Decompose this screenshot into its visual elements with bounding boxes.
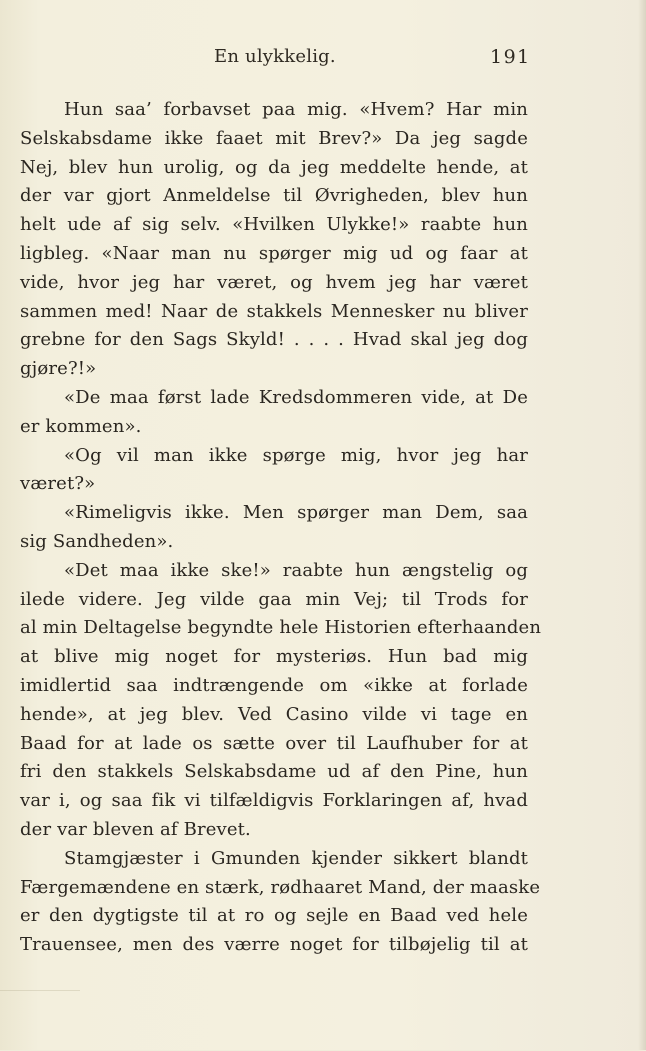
text-line: Baad for at lade os sætte over til Laufhuber for at — [20, 732, 528, 754]
text-line: at blive mig noget for mysteriøs. Hun bad mig — [20, 646, 528, 668]
text-line: Færgemændene en stærk, rødhaaret Mand, der maaske — [20, 876, 541, 898]
text-line: «Rimeligvis ikke. Men spørger man Dem, saa — [64, 502, 528, 524]
text-line: er den dygtigste til at ro og sejle en Baad ved hele — [20, 905, 528, 927]
text-line: grebne for den Sags Skyld! . . . . Hvad skal jeg dog — [20, 329, 528, 351]
text-line: sig Sandheden». — [20, 530, 174, 552]
text-line: været?» — [20, 473, 96, 495]
text-line: var i, og saa fik vi tilfældigvis Forklaringen af, hvad — [20, 790, 528, 812]
text-line: vide, hvor jeg har været, og hvem jeg har været — [20, 271, 528, 293]
text-line: «De maa først lade Kredsdommeren vide, at De — [64, 386, 528, 408]
page-fold-mark — [0, 990, 80, 1051]
running-title: En ulykkelig. — [214, 46, 336, 67]
body-text — [20, 96, 542, 960]
text-line: er kommen». — [20, 415, 142, 437]
text-line: imidlertid saa indtrængende om «ikke at forlade — [20, 674, 528, 696]
text-line: Stamgjæster i Gmunden kjender sikkert blandt — [64, 847, 528, 869]
text-line: gjøre?!» — [20, 358, 97, 380]
text-line: fri den stakkels Selskabsdame ud af den Pine, hun — [20, 761, 528, 783]
page-number: 191 — [490, 46, 531, 68]
text-line: ligbleg. «Naar man nu spørger mig ud og faar at — [20, 242, 528, 264]
text-line: Trauensee, men des værre noget for tilbøjelig til at — [20, 934, 528, 956]
text-line: Nej, blev hun urolig, og da jeg meddelte hende, at — [20, 156, 528, 178]
text-line: «Og vil man ikke spørge mig, hvor jeg har — [64, 444, 528, 466]
text-line: der var gjort Anmeldelse til Øvrigheden, blev hun — [20, 185, 528, 207]
text-line: ilede videre. Jeg vilde gaa min Vej; til Trods for — [20, 588, 528, 610]
text-line: «Det maa ikke ske!» raabte hun ængstelig og — [64, 559, 528, 581]
text-line: al min Deltagelse begyndte hele Historien efterhaanden — [20, 617, 542, 639]
page-edge-shadow — [638, 0, 646, 1050]
text-line: der var bleven af Brevet. — [20, 818, 251, 840]
text-line: helt ude af sig selv. «Hvilken Ulykke!» raabte hun — [20, 214, 528, 236]
text-line: Hun saa’ forbavset paa mig. «Hvem? Har min — [64, 99, 528, 120]
text-line: hende», at jeg blev. Ved Casino vilde vi tage en — [20, 703, 528, 725]
text-line: sammen med! Naar de stakkels Mennesker nu bliver — [20, 300, 528, 322]
page-header — [0, 46, 646, 74]
text-line: Selskabsdame ikke faaet mit Brev?» Da jeg sagde — [20, 127, 528, 149]
